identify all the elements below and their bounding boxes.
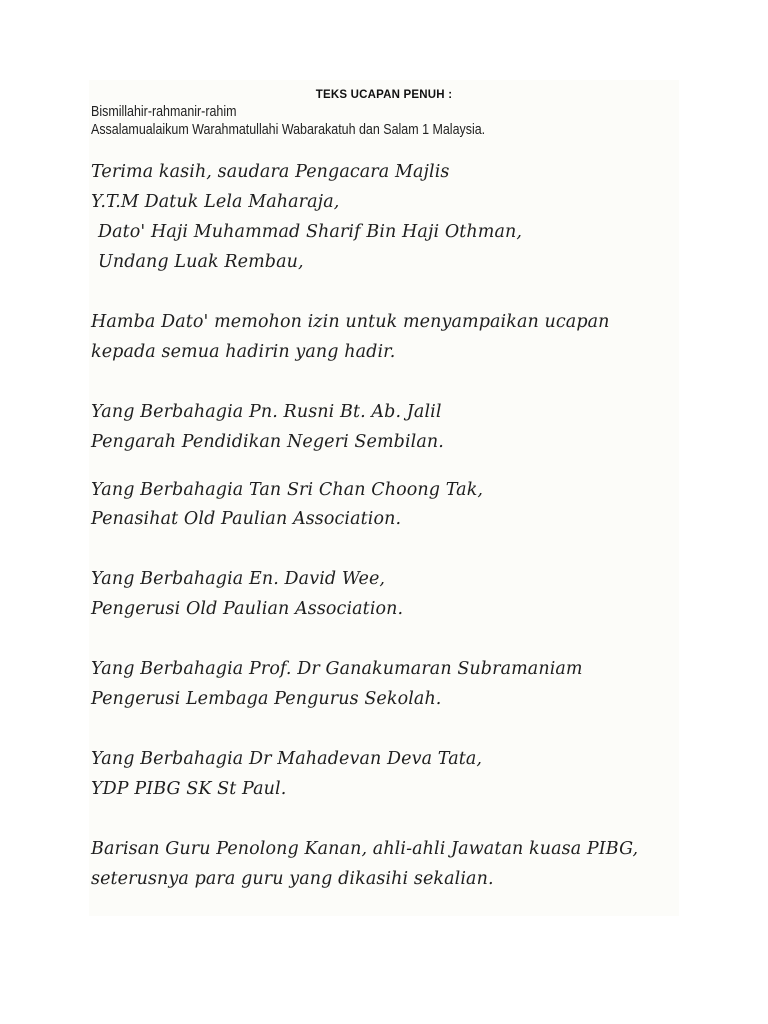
- speech-line: Hamba Dato' memohon izin untuk menyampaikan ucapan: [91, 312, 610, 332]
- speech-line: Terima kasih, saudara Pengacara Majlis: [91, 162, 450, 182]
- speech-line: Pengerusi Old Paulian Association.: [91, 599, 404, 619]
- greeting-bismillah: Bismillahir-rahmanir-rahim: [91, 104, 237, 120]
- speech-line: Yang Berbahagia En. David Wee,: [91, 569, 386, 589]
- speech-line: Pengarah Pendidikan Negeri Sembilan.: [91, 432, 444, 452]
- speech-line: Yang Berbahagia Pn. Rusni Bt. Ab. Jalil: [91, 402, 442, 422]
- speech-line: Yang Berbahagia Dr Mahadevan Deva Tata,: [91, 749, 483, 769]
- speech-line: kepada semua hadirin yang hadir.: [91, 342, 396, 362]
- speech-line: Dato' Haji Muhammad Sharif Bin Haji Othman,: [98, 222, 523, 242]
- speech-line: Yang Berbahagia Prof. Dr Ganakumaran Subramaniam: [91, 659, 583, 679]
- speech-line: Pengerusi Lembaga Pengurus Sekolah.: [91, 689, 442, 709]
- speech-line: Penasihat Old Paulian Association.: [91, 509, 402, 529]
- speech-line: Barisan Guru Penolong Kanan, ahli-ahli Jawatan kuasa PIBG,: [91, 839, 639, 859]
- speech-line: seterusnya para guru yang dikasihi sekalian.: [91, 869, 494, 889]
- document-page: [89, 80, 679, 916]
- speech-line: Yang Berbahagia Tan Sri Chan Choong Tak,: [91, 480, 484, 500]
- speech-line: Y.T.M Datuk Lela Maharaja,: [91, 192, 340, 212]
- speech-line: YDP PIBG SK St Paul.: [91, 779, 287, 799]
- speech-line: Undang Luak Rembau,: [98, 252, 304, 272]
- document-title: TEKS UCAPAN PENUH :: [315, 89, 453, 101]
- greeting-salam: Assalamualaikum Warahmatullahi Wabarakatuh dan Salam 1 Malaysia.: [91, 122, 486, 138]
